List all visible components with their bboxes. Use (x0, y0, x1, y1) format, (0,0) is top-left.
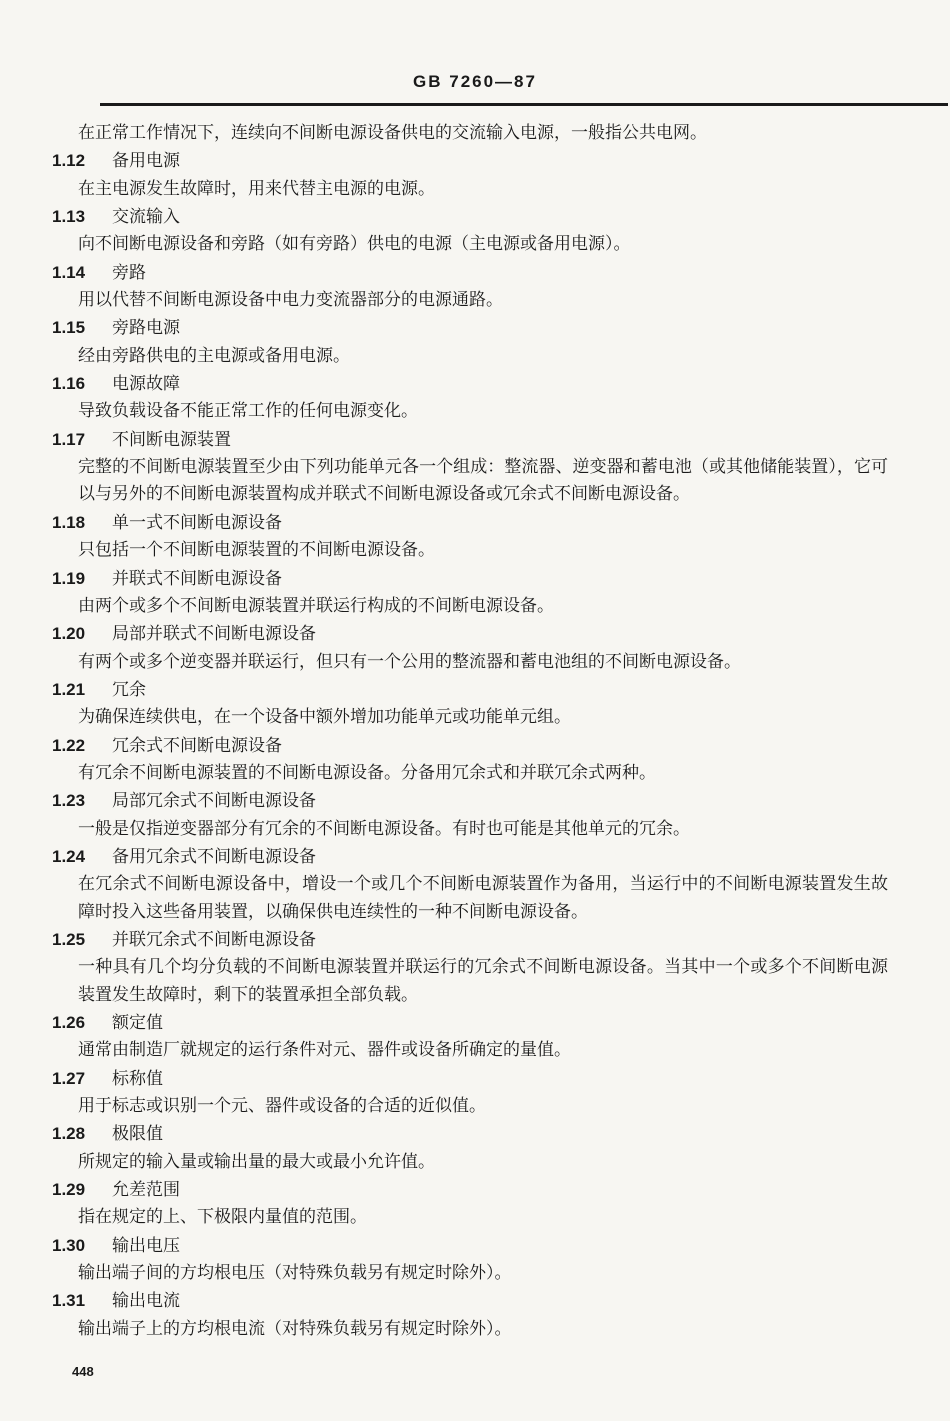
term-name: 局部并联式不间断电源设备 (112, 624, 316, 645)
entry-1-29 (38, 1176, 888, 1232)
term-number: 1.18 (52, 512, 86, 532)
term-number: 1.29 (52, 1180, 86, 1200)
term-number: 1.23 (52, 791, 86, 811)
term-name: 局部冗余式不间断电源设备 (112, 791, 316, 812)
term-number: 1.30 (52, 1235, 86, 1255)
term-name: 极限值 (112, 1124, 163, 1145)
term-number: 1.21 (52, 679, 86, 699)
entry-1-27 (38, 1065, 888, 1121)
term-definition: 只包括一个不间断电源装置的不间断电源设备。 (78, 540, 435, 561)
term-heading (38, 203, 888, 231)
entry-1-24 (38, 843, 888, 926)
term-number: 1.27 (52, 1068, 86, 1088)
term-name: 单一式不间断电源设备 (112, 512, 282, 533)
term-name: 交流输入 (112, 207, 180, 228)
entry-1-23 (38, 787, 888, 843)
term-heading (38, 1009, 888, 1037)
term-heading (38, 787, 888, 815)
entry-1-18 (38, 509, 888, 565)
term-number: 1.26 (52, 1013, 86, 1032)
term-name: 标称值 (112, 1068, 163, 1089)
term-heading (38, 1176, 888, 1204)
term-name: 允差范围 (112, 1180, 180, 1201)
term-name: 旁路电源 (112, 318, 180, 339)
term-heading (38, 147, 888, 175)
term-definition: 导致负载设备不能正常工作的任何电源变化。 (78, 401, 418, 422)
term-definition: 用以代替不间断电源设备中电力变流器部分的电源通路。 (78, 290, 503, 311)
term-name: 输出电流 (112, 1291, 180, 1312)
term-number: 1.31 (52, 1291, 86, 1311)
term-number: 1.12 (52, 151, 86, 171)
term-definition: 输出端子上的方均根电流（对特殊负载另有规定时除外）。 (78, 1318, 512, 1339)
entry-1-12 (38, 147, 888, 203)
term-definition: 完整的不间断电源装置至少由下列功能单元各一个组成：整流器、逆变器和蓄电池（或其他储能装置），它可以与另外的不间断电源装置构成并联式不间断电源设备或冗余式不间断电源设备。 (78, 457, 888, 505)
term-name: 冗余 (112, 679, 146, 700)
term-name: 备用冗余式不间断电源设备 (112, 846, 316, 867)
term-definition: 输出端子间的方均根电压（对特殊负载另有规定时除外）。 (78, 1263, 512, 1284)
term-heading (38, 843, 888, 871)
entry-1-21 (38, 676, 888, 732)
term-number: 1.20 (52, 624, 86, 644)
term-name: 输出电压 (112, 1235, 180, 1256)
intro-paragraph: 在正常工作情况下，连续向不间断电源设备供电的交流输入电源，一般指公共电网。 (78, 123, 707, 143)
entry-1-20 (38, 620, 888, 676)
term-name: 电源故障 (112, 374, 180, 395)
page-number: 448 (72, 1364, 94, 1379)
entry-1-17 (38, 426, 888, 509)
term-number: 1.22 (52, 735, 86, 755)
term-number: 1.16 (52, 374, 86, 394)
standard-header: GB 7260—87 (413, 72, 537, 91)
term-heading (38, 1287, 888, 1315)
term-name: 额定值 (112, 1013, 163, 1033)
term-number: 1.17 (52, 429, 86, 449)
header-rule (100, 103, 948, 106)
entry-1-22 (38, 732, 888, 788)
term-heading (38, 1232, 888, 1260)
entry-1-30 (38, 1232, 888, 1288)
term-name: 旁路 (112, 262, 146, 283)
term-number: 1.14 (52, 262, 86, 282)
term-number: 1.13 (52, 207, 86, 227)
term-heading (38, 732, 888, 760)
term-heading (38, 370, 888, 398)
term-definition: 由两个或多个不间断电源装置并联运行构成的不间断电源设备。 (78, 595, 554, 616)
term-definition: 有冗余不间断电源装置的不间断电源设备。分备用冗余式和并联冗余式两种。 (78, 762, 656, 783)
term-definition: 在冗余式不间断电源设备中，增设一个或几个不间断电源装置作为备用，当运行中的不间断电源装置发生故障时投入这些备用装置，以确保供电连续性的一种不间断电源设备。 (78, 874, 888, 922)
term-number: 1.24 (52, 846, 86, 866)
term-heading (38, 1120, 888, 1148)
term-definition: 用于标志或识别一个元、器件或设备的合适的近似值。 (78, 1096, 486, 1117)
term-name: 并联式不间断电源设备 (112, 568, 282, 589)
term-heading (38, 565, 888, 593)
term-definition: 有两个或多个逆变器并联运行，但只有一个公用的整流器和蓄电池组的不间断电源设备。 (78, 651, 741, 672)
entry-1-28 (38, 1120, 888, 1176)
term-heading (38, 926, 888, 954)
term-heading (38, 426, 888, 454)
term-definition: 在主电源发生故障时，用来代替主电源的电源。 (78, 178, 435, 199)
entry-1-13 (38, 203, 888, 259)
term-name: 并联冗余式不间断电源设备 (112, 929, 316, 950)
term-heading (38, 314, 888, 342)
term-number: 1.28 (52, 1124, 86, 1144)
term-number: 1.19 (52, 568, 86, 588)
entry-1-14 (38, 259, 888, 315)
term-heading (38, 509, 888, 537)
term-definition: 经由旁路供电的主电源或备用电源。 (78, 345, 350, 366)
term-heading (38, 676, 888, 704)
term-name: 冗余式不间断电源设备 (112, 735, 282, 756)
term-definition: 为确保连续供电，在一个设备中额外增加功能单元或功能单元组。 (78, 707, 571, 728)
document-body (38, 120, 888, 1343)
term-name: 备用电源 (112, 151, 180, 172)
entry-1-26 (38, 1009, 888, 1065)
entry-1-25 (38, 926, 888, 1009)
term-heading (38, 620, 888, 648)
term-name: 不间断电源装置 (112, 429, 231, 450)
entry-1-16 (38, 370, 888, 426)
entry-1-19 (38, 565, 888, 621)
term-definition: 向不间断电源设备和旁路（如有旁路）供电的电源（主电源或备用电源）。 (78, 234, 631, 255)
term-heading (38, 1065, 888, 1093)
term-definition: 通常由制造厂就规定的运行条件对元、器件或设备所确定的量值。 (78, 1040, 571, 1061)
entry-1-15 (38, 314, 888, 370)
term-definition: 一般是仅指逆变器部分有冗余的不间断电源设备。有时也可能是其他单元的冗余。 (78, 818, 690, 839)
term-number: 1.25 (52, 929, 86, 949)
term-definition: 所规定的输入量或输出量的最大或最小允许值。 (78, 1151, 435, 1172)
term-number: 1.15 (52, 318, 86, 338)
term-heading (38, 259, 888, 287)
entry-1-31 (38, 1287, 888, 1343)
term-definition: 一种具有几个均分负载的不间断电源装置并联运行的冗余式不间断电源设备。当其中一个或多个不间断电源装置发生故障时，剩下的装置承担全部负载。 (78, 957, 888, 1005)
term-definition: 指在规定的上、下极限内量值的范围。 (78, 1207, 367, 1228)
